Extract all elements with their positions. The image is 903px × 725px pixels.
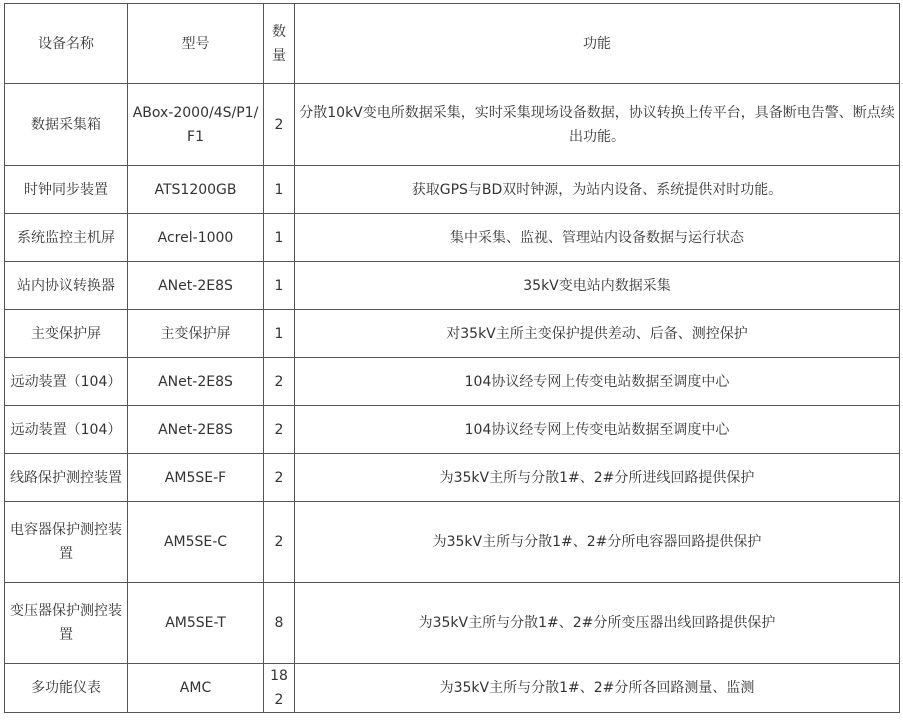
cell-quantity: 2 (264, 358, 295, 406)
cell-function: 104协议经专网上传变电站数据至调度中心 (295, 358, 900, 406)
cell-function: 为35kV主所与分散1#、2#分所电容器回路提供保护 (295, 502, 900, 583)
cell-quantity: 1 (264, 310, 295, 358)
table-row (5, 406, 900, 454)
table-row (5, 358, 900, 406)
cell-quantity: 2 (264, 406, 295, 454)
cell-model: AM5SE-F (128, 454, 264, 502)
cell-model: ANet-2E8S (128, 358, 264, 406)
cell-function: 35kV变电站内数据采集 (295, 262, 900, 310)
cell-model: Acrel-1000 (128, 214, 264, 262)
cell-model: AM5SE-T (128, 583, 264, 664)
cell-model: ABox-2000/4S/P1/F1 (128, 84, 264, 166)
cell-device-name: 数据采集箱 (5, 84, 128, 166)
table-row (5, 84, 900, 166)
cell-device-name: 变压器保护测控装置 (5, 583, 128, 664)
cell-device-name: 远动装置（104） (5, 358, 128, 406)
header-function: 功能 (295, 4, 900, 84)
cell-device-name: 远动装置（104） (5, 406, 128, 454)
cell-function: 为35kV主所与分散1#、2#分所进线回路提供保护 (295, 454, 900, 502)
table-row (5, 583, 900, 664)
cell-device-name: 多功能仪表 (5, 664, 128, 713)
cell-function: 为35kV主所与分散1#、2#分所变压器出线回路提供保护 (295, 583, 900, 664)
header-model: 型号 (128, 4, 264, 84)
table-row (5, 664, 900, 713)
cell-device-name: 系统监控主机屏 (5, 214, 128, 262)
cell-function: 对35kV主所主变保护提供差动、后备、测控保护 (295, 310, 900, 358)
cell-device-name: 线路保护测控装置 (5, 454, 128, 502)
equipment-table (4, 3, 900, 713)
cell-quantity: 1 (264, 214, 295, 262)
cell-quantity: 1 (264, 166, 295, 214)
cell-quantity: 2 (264, 454, 295, 502)
cell-function: 分散10kV变电所数据采集，实时采集现场设备数据，协议转换上传平台，具备断电告警、断点续出功能。 (295, 84, 900, 166)
cell-model: AMC (128, 664, 264, 713)
cell-device-name: 电容器保护测控装置 (5, 502, 128, 583)
cell-device-name: 时钟同步装置 (5, 166, 128, 214)
table-header-row (5, 4, 900, 84)
table-row (5, 310, 900, 358)
cell-model: 主变保护屏 (128, 310, 264, 358)
cell-function: 集中采集、监视、管理站内设备数据与运行状态 (295, 214, 900, 262)
table-row (5, 262, 900, 310)
cell-quantity: 2 (264, 84, 295, 166)
cell-function: 104协议经专网上传变电站数据至调度中心 (295, 406, 900, 454)
cell-device-name: 主变保护屏 (5, 310, 128, 358)
cell-quantity: 1 (264, 262, 295, 310)
header-device-name: 设备名称 (5, 4, 128, 84)
cell-model: AM5SE-C (128, 502, 264, 583)
cell-model: ANet-2E8S (128, 262, 264, 310)
cell-model: ANet-2E8S (128, 406, 264, 454)
cell-quantity: 8 (264, 583, 295, 664)
cell-function: 为35kV主所与分散1#、2#分所各回路测量、监测 (295, 664, 900, 713)
table-row (5, 166, 900, 214)
cell-function: 获取GPS与BD双时钟源，为站内设备、系统提供对时功能。 (295, 166, 900, 214)
cell-quantity: 2 (264, 502, 295, 583)
table-row (5, 214, 900, 262)
cell-quantity: 182 (264, 664, 295, 713)
table-row (5, 502, 900, 583)
header-quantity: 数量 (264, 4, 295, 84)
table-row (5, 454, 900, 502)
cell-device-name: 站内协议转换器 (5, 262, 128, 310)
cell-model: ATS1200GB (128, 166, 264, 214)
